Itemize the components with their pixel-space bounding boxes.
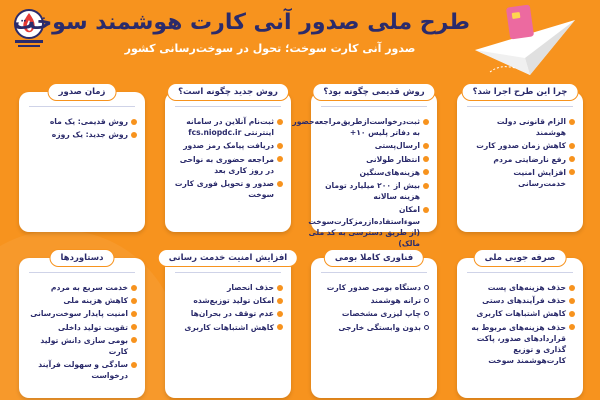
list-item: روش جدید: یک روزه — [27, 129, 137, 140]
bullet-icon — [131, 362, 137, 368]
bullet-icon — [277, 143, 283, 149]
list-item: خدمت سریع به مردم — [27, 282, 137, 293]
list-item: دستگاه بومی صدور کارت — [319, 282, 429, 293]
card-list — [27, 282, 137, 382]
bullet-icon — [277, 156, 283, 162]
card-list — [292, 116, 429, 249]
card-title: فناوری کاملا بومی — [324, 249, 424, 267]
bullet-icon — [277, 298, 283, 304]
list-item: مراجعه حضوری به نواحی در روز کاری بعد — [173, 154, 283, 176]
bullet-icon — [569, 324, 575, 330]
list-item: هزینه‌های‌سنگین — [319, 167, 429, 178]
bullet-icon — [423, 119, 429, 125]
bullet-icon — [131, 132, 137, 138]
bullet-icon — [277, 181, 283, 187]
list-item: صدور و تحویل فوری کارت سوخت — [173, 178, 283, 200]
card-title: روش قدیمی چگونه بود؟ — [312, 83, 435, 101]
card-list — [465, 282, 575, 366]
bullet-icon — [423, 169, 429, 175]
bullet-icon — [277, 311, 283, 317]
list-item: حذف هزینه‌های مربوط به قراردادهای صدور، پاکت گذاری و توزیع کارت‌هوشمند سوخت — [465, 322, 575, 367]
list-item: دریافت پیامک رمز صدور — [173, 140, 283, 151]
list-item: رفع نارضایتی مردم — [465, 154, 575, 165]
card-list — [173, 282, 283, 333]
list-item: سادگی و سهولت فرآیند درخواست — [27, 359, 137, 381]
divider — [321, 106, 427, 107]
card-why — [457, 87, 583, 232]
card-list — [465, 116, 575, 189]
list-item: ارسال‌پستی — [319, 140, 429, 151]
list-item: حذف فرآیندهای دستی — [465, 295, 575, 306]
list-item: امکان تولید توزیع‌شده — [173, 295, 283, 306]
bullet-icon — [131, 119, 137, 125]
bullet-icon — [424, 298, 429, 303]
card-title: چرا این طرح اجرا شد؟ — [462, 83, 579, 101]
list-item: کاهش زمان صدور کارت — [465, 140, 575, 151]
card-title: روش جدید چگونه است؟ — [167, 83, 289, 101]
divider — [321, 272, 427, 273]
card-native-technology — [311, 253, 437, 398]
list-item: کاهش هزینه ملی — [27, 295, 137, 306]
card-list — [173, 116, 283, 200]
list-item: انتظار طولانی — [319, 154, 429, 165]
bullet-icon — [131, 337, 137, 343]
card-title: صرفه جویی ملی — [474, 249, 567, 267]
bullet-icon — [424, 311, 429, 316]
bullet-icon — [131, 311, 137, 317]
bullet-icon — [423, 143, 429, 149]
card-issue-time — [19, 87, 145, 232]
divider — [175, 272, 281, 273]
bullet-icon — [423, 156, 429, 162]
bullet-icon — [569, 143, 575, 149]
bullet-icon — [423, 207, 429, 213]
list-item: چاپ لیزری مشخصات — [319, 308, 429, 319]
list-item: بیش از ۲۰۰ میلیارد تومان هزینه سالانه — [319, 180, 429, 202]
card-title: دستاوردها — [49, 249, 114, 267]
bullet-icon — [569, 298, 575, 304]
card-achievements — [19, 253, 145, 398]
card-title: زمان صدور — [48, 83, 117, 101]
bullet-icon — [569, 119, 575, 125]
list-item: ثبت‌درخواست‌از‌طریق‌مراجعه‌حضور به دفاتر پلیس ۱۰+ — [319, 116, 429, 138]
divider — [29, 106, 135, 107]
divider — [467, 106, 573, 107]
list-item: الزام قانونی دولت هوشمند — [465, 116, 575, 138]
card-new-method — [165, 87, 291, 232]
list-item: بومی سازی دانش تولید کارت — [27, 335, 137, 357]
list-item: افزایش امنیت خدمت‌رسانی — [465, 167, 575, 189]
list-item: ثبت‌نام آنلاین در سامانه اینترنتی fcs.niopdc.ir — [173, 116, 283, 138]
card-list — [27, 116, 137, 140]
bullet-icon — [131, 285, 137, 291]
list-item: بدون وابستگی خارجی — [319, 322, 429, 333]
bullet-icon — [569, 156, 575, 162]
divider — [175, 106, 281, 107]
divider — [467, 272, 573, 273]
bullet-icon — [423, 183, 429, 189]
bullet-icon — [277, 285, 283, 291]
page-title: طرح ملی صدور آنی کارت هوشمند سوخت — [13, 10, 470, 35]
divider — [29, 272, 135, 273]
list-item: حذف هزینه‌های پست — [465, 282, 575, 293]
bullet-icon — [424, 325, 429, 330]
bullet-icon — [277, 324, 283, 330]
bullet-icon — [569, 169, 575, 175]
list-item: ترانه هوشمند — [319, 295, 429, 306]
list-item: امنیت پایدار سوخت‌رسانی — [27, 308, 137, 319]
bullet-icon — [569, 311, 575, 317]
bullet-icon — [424, 285, 429, 290]
bullet-icon — [569, 285, 575, 291]
list-item: کاهش اشتباهات کاربری — [173, 322, 283, 333]
bullet-icon — [131, 324, 137, 330]
list-item: امکان سوءاستفاده‌از‌رمز‌کارت‌سوخت (از طریق دسترسی به کد ملی مالک) — [319, 204, 429, 249]
list-item: تقویت تولید داخلی — [27, 322, 137, 333]
list-item: حذف انحصار — [173, 282, 283, 293]
card-old-method — [292, 87, 437, 249]
card-security — [165, 253, 291, 398]
list-item: روش قدیمی: یک ماه — [27, 116, 137, 127]
list-item: کاهش اشتباهات کاربری — [465, 308, 575, 319]
bullet-icon — [277, 119, 283, 125]
bullet-icon — [131, 298, 137, 304]
card-national-savings — [457, 253, 583, 398]
list-item: عدم توقف در بحران‌ها — [173, 308, 283, 319]
card-list — [319, 282, 429, 333]
card-title: افزایش امنیت خدمت رسانی — [158, 249, 298, 267]
page-subtitle: صدور آنی کارت سوخت؛ تحول در سوخت‌رسانی کشور — [124, 42, 416, 55]
paper-plane-icon — [470, 0, 580, 80]
